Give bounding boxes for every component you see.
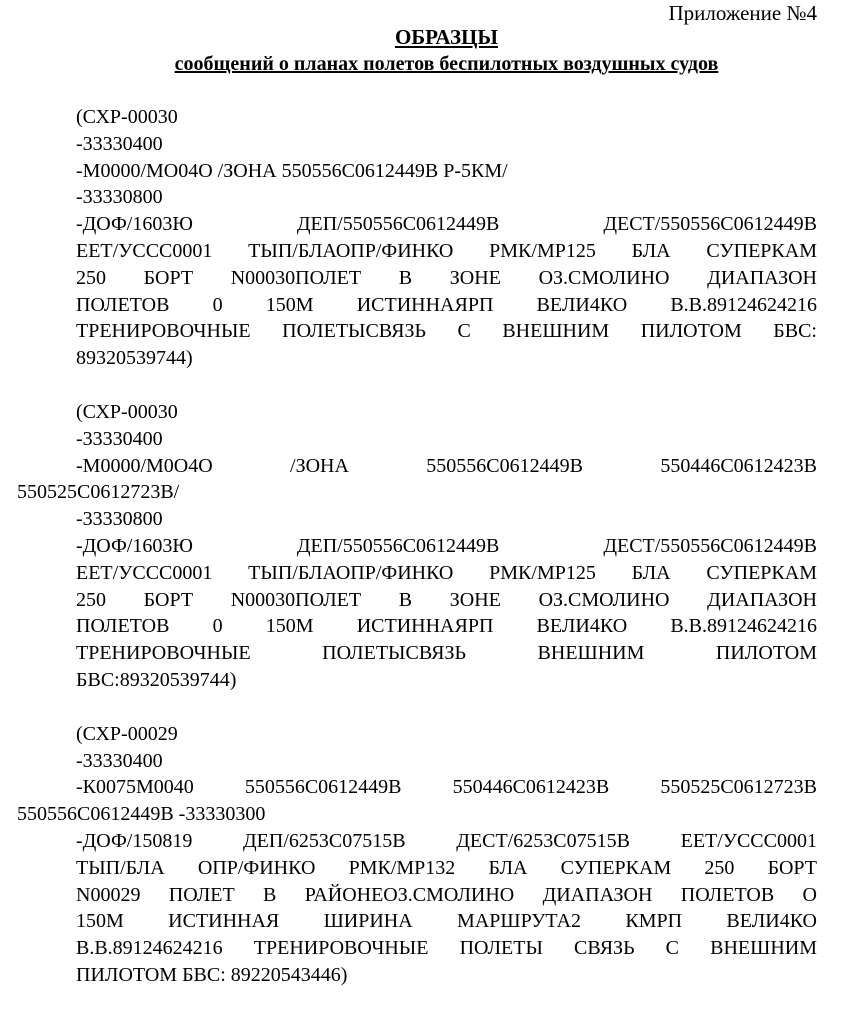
message-line: ТЫП/БЛА ОПР/ФИНКО РМК/МР132 БЛА СУПЕРКАМ 250 БОРТ <box>76 856 817 879</box>
message-line: ТРЕНИРОВОЧНЫЕ ПОЛЕТЫСВЯЗЬ ВНЕШНИМ ПИЛОТОМ <box>76 642 817 665</box>
message-line: (СХР-00030 <box>76 400 178 423</box>
message-line: ПОЛЕТОВ 0 150М ИСТИННАЯРП ВЕЛИ4КО В.В.89124624216 <box>76 615 817 638</box>
message-line: -М0000/МО04О /ЗОНА 550556С0612449В Р-5КМ/ <box>76 159 508 182</box>
message-line: 250 БОРТ N00030ПОЛЕТ В ЗОНЕ ОЗ.СМОЛИНО ДИАПАЗОН <box>76 266 817 289</box>
message-line: N00029 ПОЛЕТ В РАЙОНЕОЗ.СМОЛИНО ДИАПАЗОН ПОЛЕТОВ О <box>76 883 817 906</box>
message-line: ЕЕТ/УССС0001 ТЫП/БЛАОПР/ФИНКО РМК/МР125 БЛА СУПЕРКАМ <box>76 239 817 262</box>
message-line: (СХР-00029 <box>76 722 178 745</box>
message-line: -33330800 <box>76 508 163 531</box>
flight-plan-message-2 <box>0 399 851 694</box>
message-line: ТРЕНИРОВОЧНЫЕ ПОЛЕТЫСВЯЗЬ С ВНЕШНИМ ПИЛОТОМ БВС: <box>76 320 817 343</box>
message-line: В.В.89124624216 ТРЕНИРОВОЧНЫЕ ПОЛЕТЫ СВЯЗЬ С ВНЕШНИМ <box>76 937 817 960</box>
message-line: БВС:89320539744) <box>76 668 237 691</box>
message-list <box>0 104 851 1016</box>
message-line: ПИЛОТОМ БВС: 89220543446) <box>76 963 348 986</box>
flight-plan-message-3 <box>0 721 851 989</box>
message-line: -33330800 <box>76 186 163 209</box>
message-line: 550556С0612449В -33330300 <box>17 803 266 826</box>
message-line: 250 БОРТ N00030ПОЛЕТ В ЗОНЕ ОЗ.СМОЛИНО ДИАПАЗОН <box>76 588 817 611</box>
message-line: -К0075М0040 550556С0612449В 550446С0612423В 550525С0612723В <box>76 776 817 799</box>
flight-plan-message-1 <box>0 104 851 372</box>
message-line: -33330400 <box>76 132 163 155</box>
message-line: -ДОФ/150819 ДЕП/6253С07515В ДЕСТ/6253С07515В ЕЕТ/УССС0001 <box>76 829 817 852</box>
message-line: -ДОФ/1603Ю ДЕП/550556С0612449В ДЕСТ/550556С0612449В <box>76 213 817 236</box>
message-line: -33330400 <box>76 749 163 772</box>
document-title: ОБРАЗЦЫ <box>394 25 499 49</box>
appendix-label: Приложение №4 <box>668 1 817 25</box>
message-line: (СХР-00030 <box>76 106 178 128</box>
message-line: -ДОФ/1603Ю ДЕП/550556С0612449В ДЕСТ/550556С0612449В <box>76 534 817 557</box>
message-line: -33330400 <box>76 427 163 450</box>
message-line: 550525С0612723В/ <box>17 481 180 504</box>
document-subtitle: сообщений о планах полетов беспилотных воздушных судов <box>174 53 719 75</box>
message-line: 150М ИСТИННАЯ ШИРИНА МАРШРУТА2 КМРП ВЕЛИ4КО <box>76 910 817 933</box>
message-line: ПОЛЕТОВ 0 150М ИСТИННАЯРП ВЕЛИ4КО В.В.89124624216 <box>76 293 817 316</box>
message-line: ЕЕТ/УССС0001 ТЫП/БЛАОПР/ФИНКО РМК/МР125 БЛА СУПЕРКАМ <box>76 561 817 584</box>
message-line: 89320539744) <box>76 347 193 370</box>
message-line: -М0000/М0О4О /ЗОНА 550556С0612449В 550446С0612423В <box>76 454 817 477</box>
